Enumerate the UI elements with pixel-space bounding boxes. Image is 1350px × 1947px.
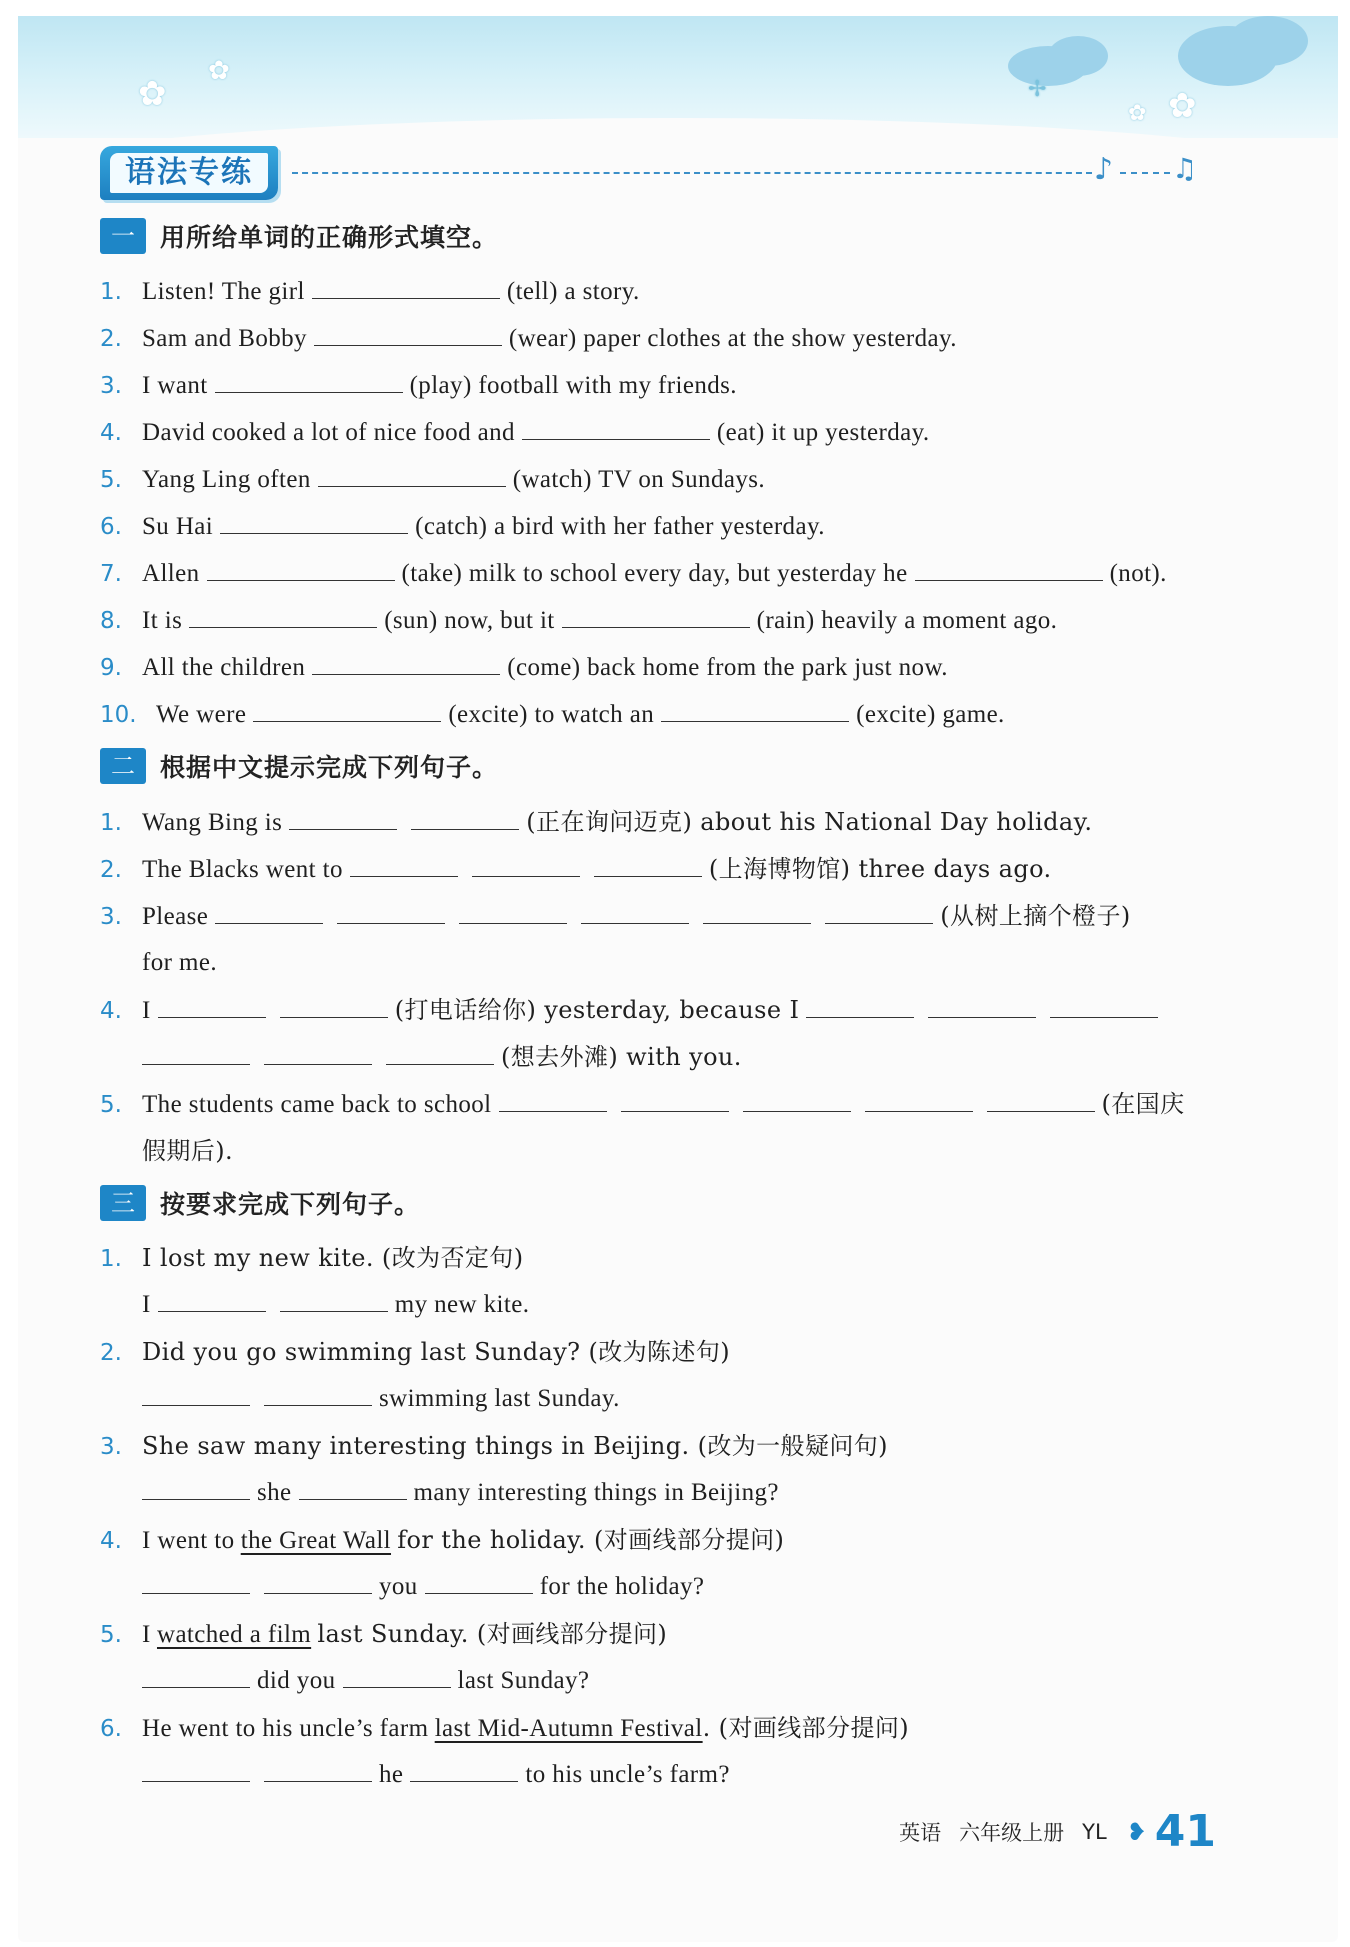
question-item: 6. Su Hai (catch) a bird with her father yesterday. — [100, 507, 1250, 547]
footer-subject: 英语 — [899, 1820, 942, 1845]
answer-blank[interactable] — [264, 1038, 372, 1065]
part-header-1 — [100, 218, 498, 258]
question-item: 1. I lost my new kite. (改为否定句) — [100, 1238, 1250, 1278]
question-item-continued: 假期后). — [142, 1137, 233, 1165]
answer-blank[interactable] — [312, 272, 500, 299]
question-number: 5. — [100, 1092, 122, 1118]
question-number: 3. — [100, 904, 122, 930]
question-item-continued: (想去外滩) with you. — [100, 1037, 1250, 1077]
answer-blank[interactable] — [459, 897, 567, 924]
part-number: 二 — [100, 748, 146, 784]
underlined-phrase: watched a film — [156, 1621, 312, 1648]
question-item: 2. Sam and Bobby (wear) paper clothes at the show yesterday. — [100, 319, 1250, 359]
answer-blank[interactable] — [264, 1755, 372, 1782]
question-number: 6. — [100, 1716, 122, 1742]
answer-blank[interactable] — [215, 366, 403, 393]
answer-blank[interactable] — [703, 897, 811, 924]
question-item: 4. I went to the Great Wall for the holiday. (对画线部分提问) — [100, 1520, 1250, 1560]
underlined-phrase: last Mid-Autumn Festival — [434, 1715, 703, 1742]
part-title: 根据中文提示完成下列句子。 — [160, 753, 499, 782]
answer-blank[interactable] — [142, 1473, 250, 1500]
question-item: 6. He went to his uncle’s farm last Mid-Autumn Festival. (对画线部分提问) — [100, 1708, 1250, 1748]
answer-blank[interactable] — [594, 850, 702, 877]
answer-blank[interactable] — [425, 1567, 533, 1594]
question-number: 4. — [100, 998, 122, 1024]
answer-blank[interactable] — [289, 803, 397, 830]
answer-blank[interactable] — [264, 1567, 372, 1594]
answer-blank[interactable] — [806, 991, 914, 1018]
answer-blank[interactable] — [142, 1661, 250, 1688]
question-item: 5. Yang Ling often (watch) TV on Sundays. — [100, 460, 1250, 500]
answer-blank[interactable] — [142, 1379, 250, 1406]
question-number: 1. — [100, 1246, 122, 1272]
question-number: 5. — [100, 467, 122, 493]
question-number: 4. — [100, 420, 122, 446]
answer-blank[interactable] — [314, 319, 502, 346]
answer-blank[interactable] — [411, 803, 519, 830]
part-title: 按要求完成下列句子。 — [160, 1190, 421, 1219]
answer-line: I my new kite. — [100, 1285, 1250, 1325]
answer-line: he to his uncle’s farm? — [100, 1755, 1250, 1795]
question-number: 1. — [100, 810, 122, 836]
cloud-decoration — [1048, 36, 1108, 76]
answer-blank[interactable] — [499, 1085, 607, 1112]
footer-edition: YL — [1082, 1819, 1107, 1844]
part-header-3 — [100, 1185, 420, 1225]
header-banner — [18, 16, 1338, 138]
question-number: 9. — [100, 655, 122, 681]
answer-blank[interactable] — [142, 1567, 250, 1594]
part-number: 一 — [100, 218, 146, 254]
question-item: 1. Wang Bing is (正在询问迈克) about his National Day holiday. — [100, 802, 1250, 842]
flower-icon: ✿ — [1128, 100, 1147, 125]
answer-line: you for the holiday? — [100, 1567, 1250, 1607]
answer-blank[interactable] — [522, 413, 710, 440]
question-number: 2. — [100, 1340, 122, 1366]
answer-blank[interactable] — [207, 554, 395, 581]
section-title: 语法专练 — [110, 153, 268, 193]
answer-blank[interactable] — [318, 460, 506, 487]
answer-blank[interactable] — [562, 601, 750, 628]
answer-blank[interactable] — [350, 850, 458, 877]
question-item: 3. She saw many interesting things in Beijing. (改为一般疑问句) — [100, 1426, 1250, 1466]
answer-blank[interactable] — [299, 1473, 407, 1500]
flower-icon: ✿ — [208, 56, 230, 85]
part-title: 用所给单词的正确形式填空。 — [160, 223, 499, 252]
answer-line: did you last Sunday? — [100, 1661, 1250, 1701]
answer-blank[interactable] — [280, 991, 388, 1018]
dashed-divider — [1120, 172, 1170, 174]
answer-blank[interactable] — [142, 1038, 250, 1065]
page-number: 41 — [1154, 1806, 1216, 1857]
question-item: 1. Listen! The girl (tell) a story. — [100, 272, 1250, 312]
answer-blank[interactable] — [1050, 991, 1158, 1018]
answer-blank[interactable] — [865, 1085, 973, 1112]
part-number: 三 — [100, 1185, 146, 1221]
question-item: 5. I watched a film last Sunday. (对画线部分提问) — [100, 1614, 1250, 1654]
question-item-continued: for me. — [142, 949, 217, 976]
question-item: 4. I (打电话给你) yesterday, because I — [100, 990, 1250, 1030]
question-item: 10. We were (excite) to watch an (excite) game. — [100, 695, 1250, 735]
question-number: 6. — [100, 514, 122, 540]
question-number: 7. — [100, 561, 122, 587]
answer-line: swimming last Sunday. — [100, 1379, 1250, 1419]
answer-blank[interactable] — [280, 1285, 388, 1312]
underlined-phrase: the Great Wall — [240, 1527, 392, 1554]
question-item: 2. The Blacks went to (上海博物馆) three days ago. — [100, 849, 1250, 889]
question-number: 2. — [100, 326, 122, 352]
answer-blank[interactable] — [928, 991, 1036, 1018]
music-note-icon: ♪ — [1094, 152, 1114, 187]
question-number: 5. — [100, 1622, 122, 1648]
answer-blank[interactable] — [915, 554, 1103, 581]
flower-icon: ✿ — [138, 76, 167, 113]
answer-blank[interactable] — [621, 1085, 729, 1112]
question-number: 4. — [100, 1528, 122, 1554]
answer-blank[interactable] — [253, 695, 441, 722]
answer-blank[interactable] — [743, 1085, 851, 1112]
answer-blank[interactable] — [410, 1755, 518, 1782]
question-item: 2. Did you go swimming last Sunday? (改为陈述句) — [100, 1332, 1250, 1372]
page-footer — [881, 1806, 1216, 1862]
answer-blank[interactable] — [142, 1755, 250, 1782]
answer-blank[interactable] — [158, 1285, 266, 1312]
question-item: 9. All the children (come) back home from the park just now. — [100, 648, 1250, 688]
answer-blank[interactable] — [472, 850, 580, 877]
question-item: 3. I want (play) football with my friends. — [100, 366, 1250, 406]
question-number: 8. — [100, 608, 122, 634]
answer-blank[interactable] — [825, 897, 933, 924]
question-item: 8. It is (sun) now, but it (rain) heavily a moment ago. — [100, 601, 1250, 641]
answer-blank[interactable] — [158, 991, 266, 1018]
question-item: 7. Allen (take) milk to school every day, but yesterday he (not). — [100, 554, 1250, 594]
answer-blank[interactable] — [337, 897, 445, 924]
answer-blank[interactable] — [386, 1038, 494, 1065]
cloud-decoration — [1228, 16, 1308, 66]
answer-blank[interactable] — [661, 695, 849, 722]
flower-icon: ✿ — [1168, 88, 1197, 125]
question-number: 3. — [100, 1434, 122, 1460]
dragonfly-icon: ✢ — [1028, 76, 1047, 101]
question-item: 4. David cooked a lot of nice food and (eat) it up yesterday. — [100, 413, 1250, 453]
music-note-icon: ♫ — [1172, 152, 1198, 185]
part-header-2 — [100, 748, 498, 788]
answer-blank[interactable] — [215, 897, 323, 924]
answer-blank[interactable] — [312, 648, 500, 675]
question-item: 5. The students came back to school (在国庆 — [100, 1084, 1250, 1124]
answer-line: she many interesting things in Beijing? — [100, 1473, 1250, 1513]
answer-blank[interactable] — [987, 1085, 1095, 1112]
dashed-divider — [292, 172, 1092, 174]
answer-blank[interactable] — [220, 507, 408, 534]
answer-blank[interactable] — [264, 1379, 372, 1406]
footer-grade: 六年级上册 — [959, 1820, 1065, 1845]
answer-blank[interactable] — [343, 1661, 451, 1688]
question-number: 1. — [100, 279, 122, 305]
answer-blank[interactable] — [581, 897, 689, 924]
question-number: 2. — [100, 857, 122, 883]
section-title-badge — [100, 146, 278, 200]
question-number: 10. — [100, 702, 137, 728]
heart-icon: ❥ — [1126, 1817, 1147, 1846]
question-number: 3. — [100, 373, 122, 399]
answer-blank[interactable] — [189, 601, 377, 628]
question-item: 3. Please (从树上摘个橙子) — [100, 896, 1250, 936]
